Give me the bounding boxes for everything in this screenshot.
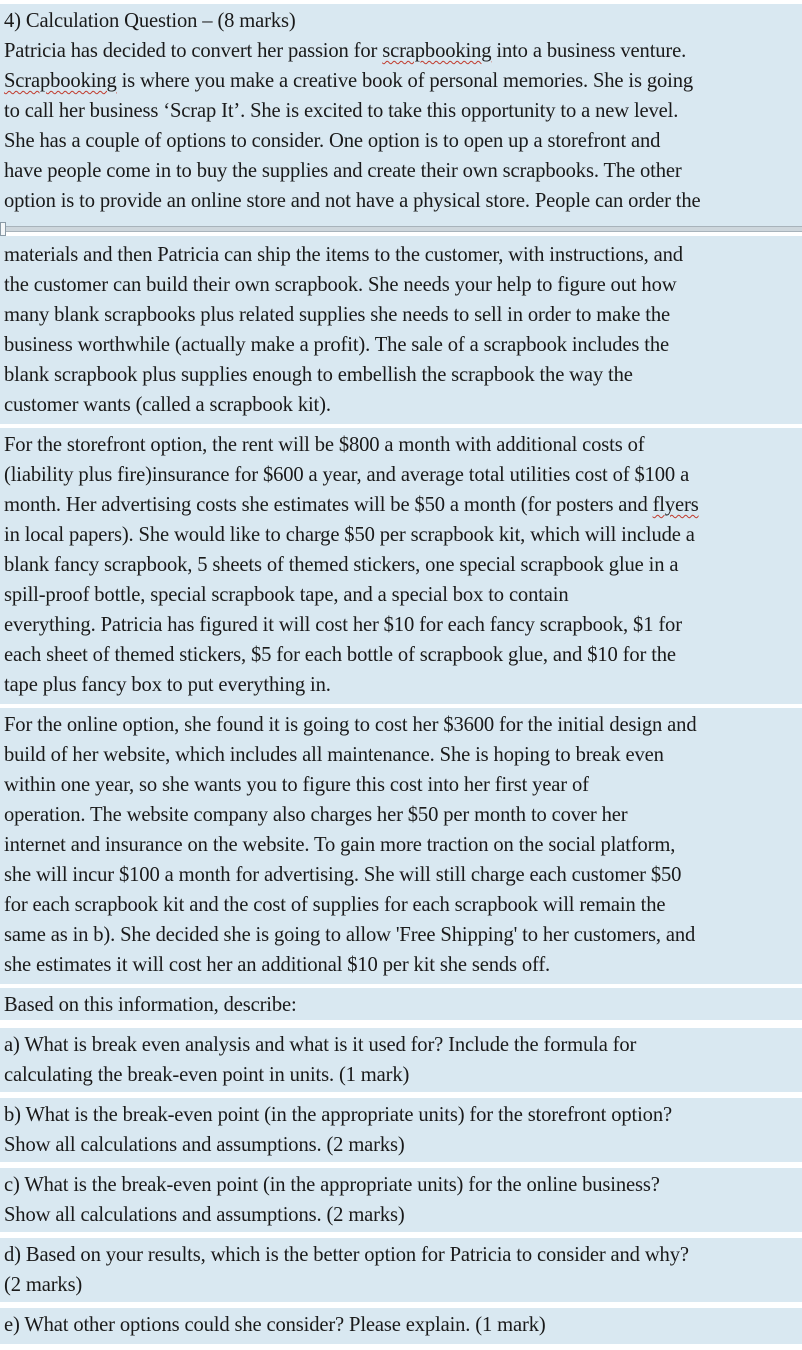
text-line: (2 marks) [4,1274,83,1296]
text-line: business worthwhile (actually make a profit). The sale of a scrapbook includes the [4,334,669,356]
text-line: e) What other options could she consider? Please explain. (1 mark) [4,1314,546,1336]
text-line: She has a couple of options to consider. One option is to open up a storefront and [4,130,661,152]
text-segment: month. Her advertising costs she estimates will be $50 a month (for posters and [4,494,653,516]
text-line: for each scrapbook kit and the cost of supplies for each scrapbook will remain the [4,894,666,916]
text-line: build of her website, which includes all maintenance. She is hoping to break even [4,744,664,766]
text-line: she estimates it will cost her an additional $10 per kit she sends off. [4,954,551,976]
text-segment: into a business venture. [491,40,687,62]
text-line: spill-proof bottle, special scrapbook tape, and a special box to contain [4,584,569,606]
text-line: blank fancy scrapbook, 5 sheets of themed stickers, one special scrapbook glue in a [4,554,679,576]
text-line: (liability plus fire)insurance for $600 a year, and average total utilities cost of $100 a [4,464,690,486]
text-line [4,66,693,96]
text-line: customer wants (called a scrapbook kit). [4,394,331,416]
text-line: For the storefront option, the rent will be $800 a month with additional costs of [4,434,645,456]
text-line: many blank scrapbooks plus related supplies she needs to sell in order to make the [4,304,670,326]
text-line: b) What is the break-even point (in the appropriate units) for the storefront option? [4,1104,672,1126]
text-line [4,490,699,520]
text-line: to call her business ‘Scrap It’. She is excited to take this opportunity to a new level. [4,100,679,122]
text-line: have people come in to buy the supplies and create their own scrapbooks. The other [4,160,682,182]
text-line: a) What is break even analysis and what is it used for? Include the formula for [4,1034,637,1056]
text-line: the customer can build their own scrapbook. She needs your help to figure out how [4,274,677,296]
text-line: d) Based on your results, which is the better option for Patricia to consider and why? [4,1244,689,1266]
text-segment: Patricia has decided to convert her passion for [4,40,383,62]
text-line: Show all calculations and assumptions. (2 marks) [4,1204,405,1226]
text-segment: is where you make a creative book of personal memories. She is going [116,70,694,92]
text-line: calculating the break-even point in units. (1 mark) [4,1064,410,1086]
page-break-marker [0,222,6,236]
text-line: blank scrapbook plus supplies enough to embellish the scrapbook the way the [4,364,633,386]
page-break-divider [0,226,802,232]
text-line: Show all calculations and assumptions. (2 marks) [4,1134,405,1156]
text-line: same as in b). She decided she is going to allow 'Free Shipping' to her customers, and [4,924,696,946]
text-line: in local papers). She would like to charge $50 per scrapbook kit, which will include a [4,524,695,546]
text-line: everything. Patricia has figured it will cost her $10 for each fancy scrapbook, $1 for [4,614,682,636]
text-line: For the online option, she found it is going to cost her $3600 for the initial design and [4,714,697,736]
text-line: tape plus fancy box to put everything in. [4,674,331,696]
text-line: within one year, so she wants you to figure this cost into her first year of [4,774,589,796]
spellcheck-flagged-word: scrapbooking [382,40,492,62]
spellcheck-flagged-word: Scrapbooking [4,70,117,92]
text-line: 4) Calculation Question – (8 marks) [4,10,296,32]
text-line: internet and insurance on the website. To gain more traction on the social platform, [4,834,676,856]
text-line: she will incur $100 a month for advertising. She will still charge each customer $50 [4,864,682,886]
text-line: option is to provide an online store and not have a physical store. People can order the [4,190,701,212]
text-line [4,36,686,66]
text-line: materials and then Patricia can ship the items to the customer, with instructions, and [4,244,683,266]
text-line: operation. The website company also charges her $50 per month to cover her [4,804,628,826]
text-line: each sheet of themed stickers, $5 for each bottle of scrapbook glue, and $10 for the [4,644,676,666]
spellcheck-flagged-word: flyers [652,494,699,516]
text-line: Based on this information, describe: [4,994,297,1016]
text-line: c) What is the break-even point (in the appropriate units) for the online business? [4,1174,660,1196]
